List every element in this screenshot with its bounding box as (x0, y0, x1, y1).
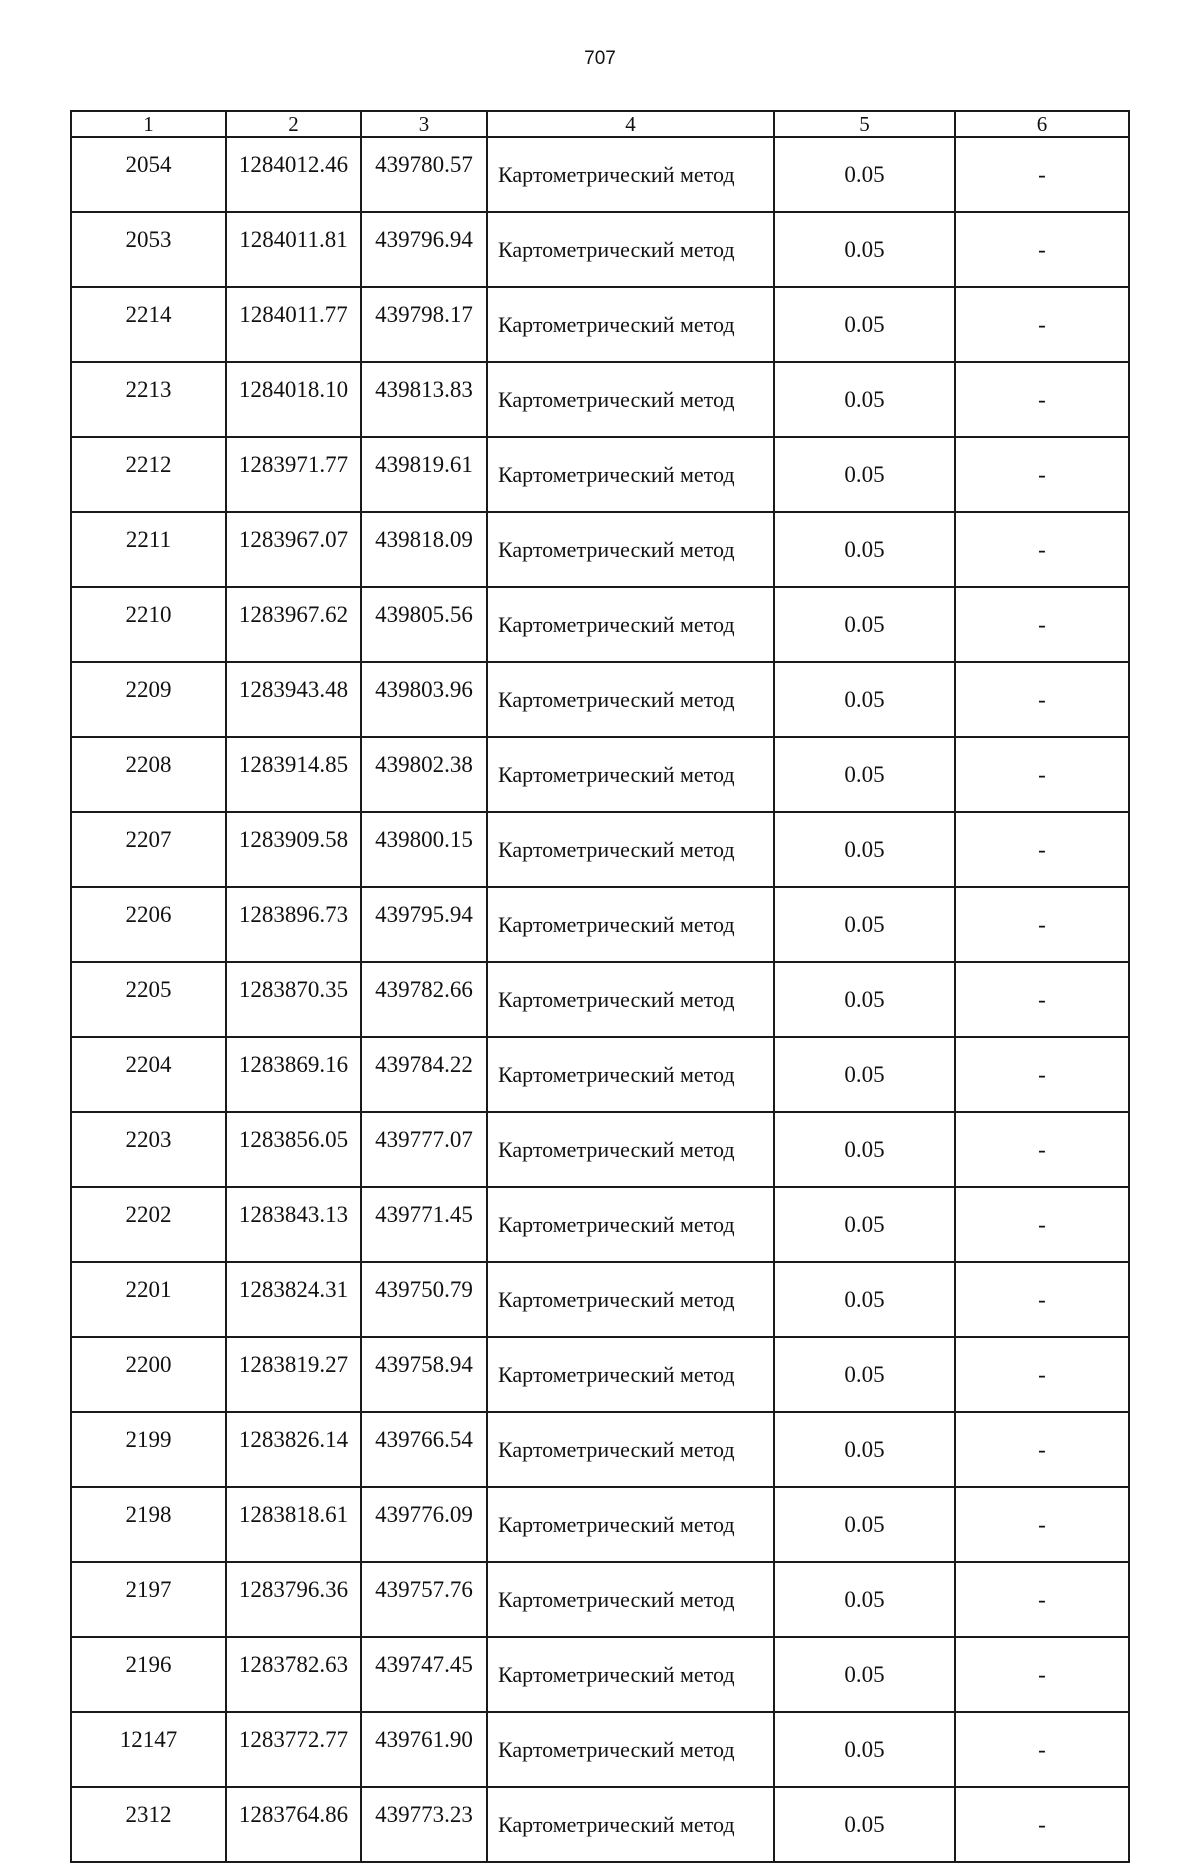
header-cell-6: 6 (955, 111, 1129, 137)
point-number-cell: 2198 (71, 1487, 226, 1562)
x-coordinate-cell: 1283909.58 (226, 812, 361, 887)
note-cell: - (955, 137, 1129, 212)
accuracy-cell: 0.05 (774, 587, 955, 662)
note-cell: - (955, 812, 1129, 887)
note-cell: - (955, 512, 1129, 587)
method-cell: Картометрический метод (487, 1412, 774, 1487)
method-cell: Картометрический метод (487, 1562, 774, 1637)
accuracy-cell: 0.05 (774, 1487, 955, 1562)
table-row (71, 962, 1129, 1037)
point-number-cell: 2196 (71, 1637, 226, 1712)
y-coordinate-cell: 439803.96 (361, 662, 487, 737)
x-coordinate-cell: 1283870.35 (226, 962, 361, 1037)
table-row (71, 887, 1129, 962)
table-row (71, 1037, 1129, 1112)
method-cell: Картометрический метод (487, 1187, 774, 1262)
note-cell: - (955, 437, 1129, 512)
y-coordinate-cell: 439798.17 (361, 287, 487, 362)
y-coordinate-cell: 439780.57 (361, 137, 487, 212)
accuracy-cell: 0.05 (774, 287, 955, 362)
accuracy-cell: 0.05 (774, 1187, 955, 1262)
note-cell: - (955, 1412, 1129, 1487)
x-coordinate-cell: 1283967.07 (226, 512, 361, 587)
accuracy-cell: 0.05 (774, 1037, 955, 1112)
point-number-cell: 2312 (71, 1787, 226, 1862)
method-cell: Картометрический метод (487, 1787, 774, 1862)
coordinates-table (70, 110, 1130, 1863)
point-number-cell: 2203 (71, 1112, 226, 1187)
x-coordinate-cell: 1283943.48 (226, 662, 361, 737)
accuracy-cell: 0.05 (774, 437, 955, 512)
x-coordinate-cell: 1284011.77 (226, 287, 361, 362)
accuracy-cell: 0.05 (774, 362, 955, 437)
header-cell-5: 5 (774, 111, 955, 137)
x-coordinate-cell: 1283843.13 (226, 1187, 361, 1262)
table-row (71, 1787, 1129, 1862)
x-coordinate-cell: 1283856.05 (226, 1112, 361, 1187)
x-coordinate-cell: 1283896.73 (226, 887, 361, 962)
point-number-cell: 2054 (71, 137, 226, 212)
x-coordinate-cell: 1283782.63 (226, 1637, 361, 1712)
table-row (71, 1262, 1129, 1337)
y-coordinate-cell: 439750.79 (361, 1262, 487, 1337)
x-coordinate-cell: 1284011.81 (226, 212, 361, 287)
method-cell: Картометрический метод (487, 587, 774, 662)
table-header (71, 111, 1129, 137)
method-cell: Картометрический метод (487, 137, 774, 212)
table-row (71, 1337, 1129, 1412)
method-cell: Картометрический метод (487, 1112, 774, 1187)
method-cell: Картометрический метод (487, 1487, 774, 1562)
point-number-cell: 2199 (71, 1412, 226, 1487)
method-cell: Картометрический метод (487, 437, 774, 512)
x-coordinate-cell: 1283796.36 (226, 1562, 361, 1637)
method-cell: Картометрический метод (487, 662, 774, 737)
point-number-cell: 2205 (71, 962, 226, 1037)
table-row (71, 1412, 1129, 1487)
y-coordinate-cell: 439766.54 (361, 1412, 487, 1487)
y-coordinate-cell: 439796.94 (361, 212, 487, 287)
header-cell-4: 4 (487, 111, 774, 137)
table-row (71, 1487, 1129, 1562)
x-coordinate-cell: 1284018.10 (226, 362, 361, 437)
note-cell: - (955, 1112, 1129, 1187)
table-row (71, 737, 1129, 812)
y-coordinate-cell: 439782.66 (361, 962, 487, 1037)
y-coordinate-cell: 439757.76 (361, 1562, 487, 1637)
method-cell: Картометрический метод (487, 362, 774, 437)
table-row (71, 1712, 1129, 1787)
note-cell: - (955, 1562, 1129, 1637)
method-cell: Картометрический метод (487, 287, 774, 362)
note-cell: - (955, 1337, 1129, 1412)
point-number-cell: 2208 (71, 737, 226, 812)
x-coordinate-cell: 1283971.77 (226, 437, 361, 512)
note-cell: - (955, 1037, 1129, 1112)
note-cell: - (955, 587, 1129, 662)
x-coordinate-cell: 1283824.31 (226, 1262, 361, 1337)
page-number: 707 (584, 48, 616, 69)
x-coordinate-cell: 1283826.14 (226, 1412, 361, 1487)
accuracy-cell: 0.05 (774, 1337, 955, 1412)
method-cell: Картометрический метод (487, 737, 774, 812)
point-number-cell: 2210 (71, 587, 226, 662)
y-coordinate-cell: 439776.09 (361, 1487, 487, 1562)
method-cell: Картометрический метод (487, 1637, 774, 1712)
point-number-cell: 2212 (71, 437, 226, 512)
table-row (71, 1637, 1129, 1712)
method-cell: Картометрический метод (487, 1262, 774, 1337)
note-cell: - (955, 1712, 1129, 1787)
accuracy-cell: 0.05 (774, 962, 955, 1037)
accuracy-cell: 0.05 (774, 737, 955, 812)
point-number-cell: 2211 (71, 512, 226, 587)
point-number-cell: 12147 (71, 1712, 226, 1787)
point-number-cell: 2214 (71, 287, 226, 362)
accuracy-cell: 0.05 (774, 212, 955, 287)
table-row (71, 1187, 1129, 1262)
accuracy-cell: 0.05 (774, 1787, 955, 1862)
note-cell: - (955, 1637, 1129, 1712)
y-coordinate-cell: 439784.22 (361, 1037, 487, 1112)
header-cell-3: 3 (361, 111, 487, 137)
method-cell: Картометрический метод (487, 1337, 774, 1412)
header-row (71, 111, 1129, 137)
table-row (71, 1562, 1129, 1637)
accuracy-cell: 0.05 (774, 1562, 955, 1637)
point-number-cell: 2053 (71, 212, 226, 287)
x-coordinate-cell: 1284012.46 (226, 137, 361, 212)
x-coordinate-cell: 1283819.27 (226, 1337, 361, 1412)
method-cell: Картометрический метод (487, 1712, 774, 1787)
table-body (71, 137, 1129, 1862)
y-coordinate-cell: 439795.94 (361, 887, 487, 962)
y-coordinate-cell: 439758.94 (361, 1337, 487, 1412)
accuracy-cell: 0.05 (774, 887, 955, 962)
y-coordinate-cell: 439802.38 (361, 737, 487, 812)
x-coordinate-cell: 1283869.16 (226, 1037, 361, 1112)
table-row (71, 512, 1129, 587)
method-cell: Картометрический метод (487, 962, 774, 1037)
y-coordinate-cell: 439805.56 (361, 587, 487, 662)
accuracy-cell: 0.05 (774, 1637, 955, 1712)
note-cell: - (955, 1262, 1129, 1337)
x-coordinate-cell: 1283914.85 (226, 737, 361, 812)
point-number-cell: 2209 (71, 662, 226, 737)
accuracy-cell: 0.05 (774, 1262, 955, 1337)
y-coordinate-cell: 439813.83 (361, 362, 487, 437)
table-row (71, 212, 1129, 287)
note-cell: - (955, 1187, 1129, 1262)
note-cell: - (955, 662, 1129, 737)
table-row (71, 137, 1129, 212)
accuracy-cell: 0.05 (774, 812, 955, 887)
table-row (71, 287, 1129, 362)
note-cell: - (955, 1787, 1129, 1862)
method-cell: Картометрический метод (487, 512, 774, 587)
note-cell: - (955, 362, 1129, 437)
accuracy-cell: 0.05 (774, 512, 955, 587)
method-cell: Картометрический метод (487, 812, 774, 887)
table-row (71, 662, 1129, 737)
y-coordinate-cell: 439819.61 (361, 437, 487, 512)
y-coordinate-cell: 439761.90 (361, 1712, 487, 1787)
note-cell: - (955, 287, 1129, 362)
method-cell: Картометрический метод (487, 1037, 774, 1112)
y-coordinate-cell: 439818.09 (361, 512, 487, 587)
y-coordinate-cell: 439777.07 (361, 1112, 487, 1187)
x-coordinate-cell: 1283967.62 (226, 587, 361, 662)
accuracy-cell: 0.05 (774, 137, 955, 212)
accuracy-cell: 0.05 (774, 1712, 955, 1787)
note-cell: - (955, 737, 1129, 812)
accuracy-cell: 0.05 (774, 662, 955, 737)
x-coordinate-cell: 1283764.86 (226, 1787, 361, 1862)
x-coordinate-cell: 1283772.77 (226, 1712, 361, 1787)
table-row (71, 587, 1129, 662)
point-number-cell: 2207 (71, 812, 226, 887)
x-coordinate-cell: 1283818.61 (226, 1487, 361, 1562)
point-number-cell: 2201 (71, 1262, 226, 1337)
point-number-cell: 2200 (71, 1337, 226, 1412)
point-number-cell: 2197 (71, 1562, 226, 1637)
note-cell: - (955, 212, 1129, 287)
y-coordinate-cell: 439773.23 (361, 1787, 487, 1862)
point-number-cell: 2202 (71, 1187, 226, 1262)
table-row (71, 362, 1129, 437)
header-cell-2: 2 (226, 111, 361, 137)
method-cell: Картометрический метод (487, 212, 774, 287)
table-row (71, 437, 1129, 512)
y-coordinate-cell: 439800.15 (361, 812, 487, 887)
header-cell-1: 1 (71, 111, 226, 137)
point-number-cell: 2204 (71, 1037, 226, 1112)
method-cell: Картометрический метод (487, 887, 774, 962)
note-cell: - (955, 1487, 1129, 1562)
y-coordinate-cell: 439747.45 (361, 1637, 487, 1712)
note-cell: - (955, 887, 1129, 962)
accuracy-cell: 0.05 (774, 1412, 955, 1487)
accuracy-cell: 0.05 (774, 1112, 955, 1187)
point-number-cell: 2213 (71, 362, 226, 437)
point-number-cell: 2206 (71, 887, 226, 962)
note-cell: - (955, 962, 1129, 1037)
y-coordinate-cell: 439771.45 (361, 1187, 487, 1262)
table-row (71, 1112, 1129, 1187)
table-row (71, 812, 1129, 887)
